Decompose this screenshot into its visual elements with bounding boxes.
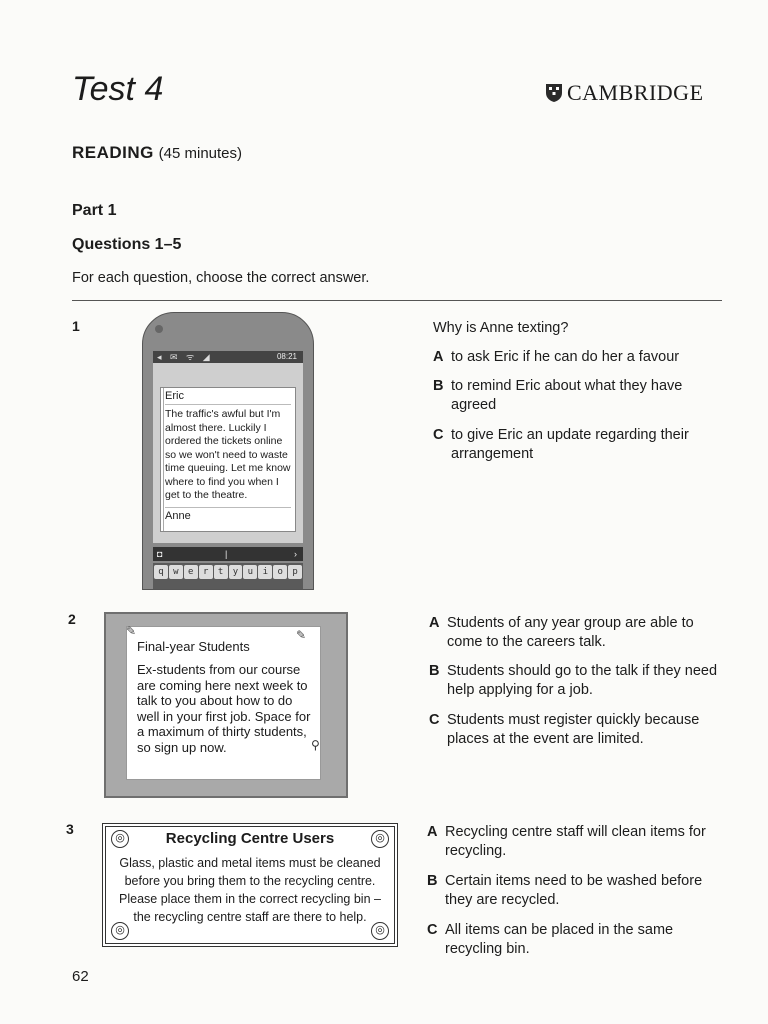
option-text: Certain items need to be washed before they are recycled. xyxy=(445,873,703,908)
answer-option[interactable] xyxy=(433,377,723,415)
phone-status-bar xyxy=(153,351,303,363)
pin-icon: ✎ xyxy=(126,624,137,638)
keyboard-key: i xyxy=(258,565,272,579)
text-message xyxy=(160,387,296,532)
option-letter: C xyxy=(433,427,444,443)
message-sender: Anne xyxy=(165,507,291,522)
answer-option[interactable] xyxy=(427,921,717,959)
option-letter: B xyxy=(429,663,440,679)
option-text: Recycling centre staff will clean items for recycling. xyxy=(445,824,706,859)
send-icon: › xyxy=(294,549,297,559)
phone-screen xyxy=(153,363,303,543)
notice-paper xyxy=(126,626,321,780)
notice-body: Ex-students from our course are coming here next week to talk to you about how to do well in your first job. Space for a maximum of thirty students, so sign up now. xyxy=(137,662,311,755)
answer-option[interactable] xyxy=(433,348,723,367)
option-letter: A xyxy=(433,349,444,365)
question-number: 1 xyxy=(72,318,80,334)
question-number: 3 xyxy=(66,821,74,837)
pin-icon: ✎ xyxy=(296,628,307,642)
paperclip-icon: ⚲ xyxy=(311,738,320,752)
notice-heading: Final-year Students xyxy=(137,639,250,654)
option-letter: C xyxy=(427,922,438,938)
page-number: 62 xyxy=(72,968,89,985)
signal-icon: ◂ ✉ ᯤ ◢ xyxy=(157,352,213,362)
answer-option[interactable] xyxy=(429,662,719,700)
message-body: The traffic's awful but I'm almost there. Luckily I ordered the tickets online so we won't need to waste time queuing. Let me know where to find you when I get to the theatre. xyxy=(165,408,291,501)
test-title: Test 4 xyxy=(72,70,164,108)
section-title: READING xyxy=(72,143,154,162)
message-composer xyxy=(153,547,303,561)
option-text: Students should go to the talk if they need help applying for a job. xyxy=(447,663,718,698)
keyboard-key: o xyxy=(273,565,287,579)
message-recipient: Eric xyxy=(165,390,291,405)
recycle-symbol-icon: ◎ xyxy=(371,830,389,848)
option-letter: A xyxy=(427,824,438,840)
keyboard-key: e xyxy=(184,565,198,579)
recycle-symbol-icon: ◎ xyxy=(371,922,389,940)
part-title: Part 1 xyxy=(72,202,117,219)
keyboard-key: y xyxy=(229,565,243,579)
option-letter: B xyxy=(427,873,438,889)
text-cursor: | xyxy=(225,549,228,559)
sign-heading: Recycling Centre Users xyxy=(165,830,335,847)
keyboard-key: q xyxy=(154,565,168,579)
option-text: All items can be placed in the same recycling bin. xyxy=(445,922,674,957)
recycle-symbol-icon: ◎ xyxy=(111,922,129,940)
instruction: For each question, choose the correct answer. xyxy=(72,270,370,286)
questions-label: Questions 1–5 xyxy=(72,236,182,253)
keyboard-key: t xyxy=(214,565,228,579)
section-duration: (45 minutes) xyxy=(158,145,243,162)
option-letter: A xyxy=(429,615,440,631)
notice-board xyxy=(104,612,348,798)
recycle-symbol-icon: ◎ xyxy=(111,830,129,848)
answer-option[interactable] xyxy=(433,426,723,464)
option-text: Students must register quickly because places at the event are limited. xyxy=(447,712,700,747)
cambridge-logo xyxy=(545,80,704,106)
question-stem: Why is Anne texting? xyxy=(433,320,569,336)
keyboard-key: r xyxy=(199,565,213,579)
answer-option[interactable] xyxy=(429,614,719,652)
camera-icon: ◘ xyxy=(157,549,163,559)
option-letter: C xyxy=(429,712,440,728)
answer-option[interactable] xyxy=(427,872,717,910)
keyboard-key: u xyxy=(243,565,257,579)
recycling-sign xyxy=(102,823,398,947)
keyboard-key: w xyxy=(169,565,183,579)
sign-body: Glass, plastic and metal items must be cleaned before you bring them to the recycling centre. Please place them in the correct recycling bin – the recycling centre staff are there to help. xyxy=(119,856,381,924)
option-text: to remind Eric about what they have agreed xyxy=(451,378,683,413)
answer-option[interactable] xyxy=(429,711,719,749)
answer-option[interactable] xyxy=(427,823,717,861)
phone-clock: 08:21 xyxy=(276,352,297,361)
phone-keyboard xyxy=(153,563,303,590)
option-text: Students of any year group are able to come to the careers talk. xyxy=(447,615,694,650)
option-letter: B xyxy=(433,378,444,394)
keyboard-key: p xyxy=(288,565,302,579)
crest-icon xyxy=(545,83,563,103)
option-text: to give Eric an update regarding their arrangement xyxy=(451,427,689,462)
section-heading xyxy=(72,143,242,163)
phone-camera xyxy=(155,325,163,333)
question-number: 2 xyxy=(68,611,76,627)
divider xyxy=(72,300,722,301)
brand-name: CAMBRIDGE xyxy=(567,80,704,105)
phone-image xyxy=(142,312,314,590)
option-text: to ask Eric if he can do her a favour xyxy=(451,349,680,365)
